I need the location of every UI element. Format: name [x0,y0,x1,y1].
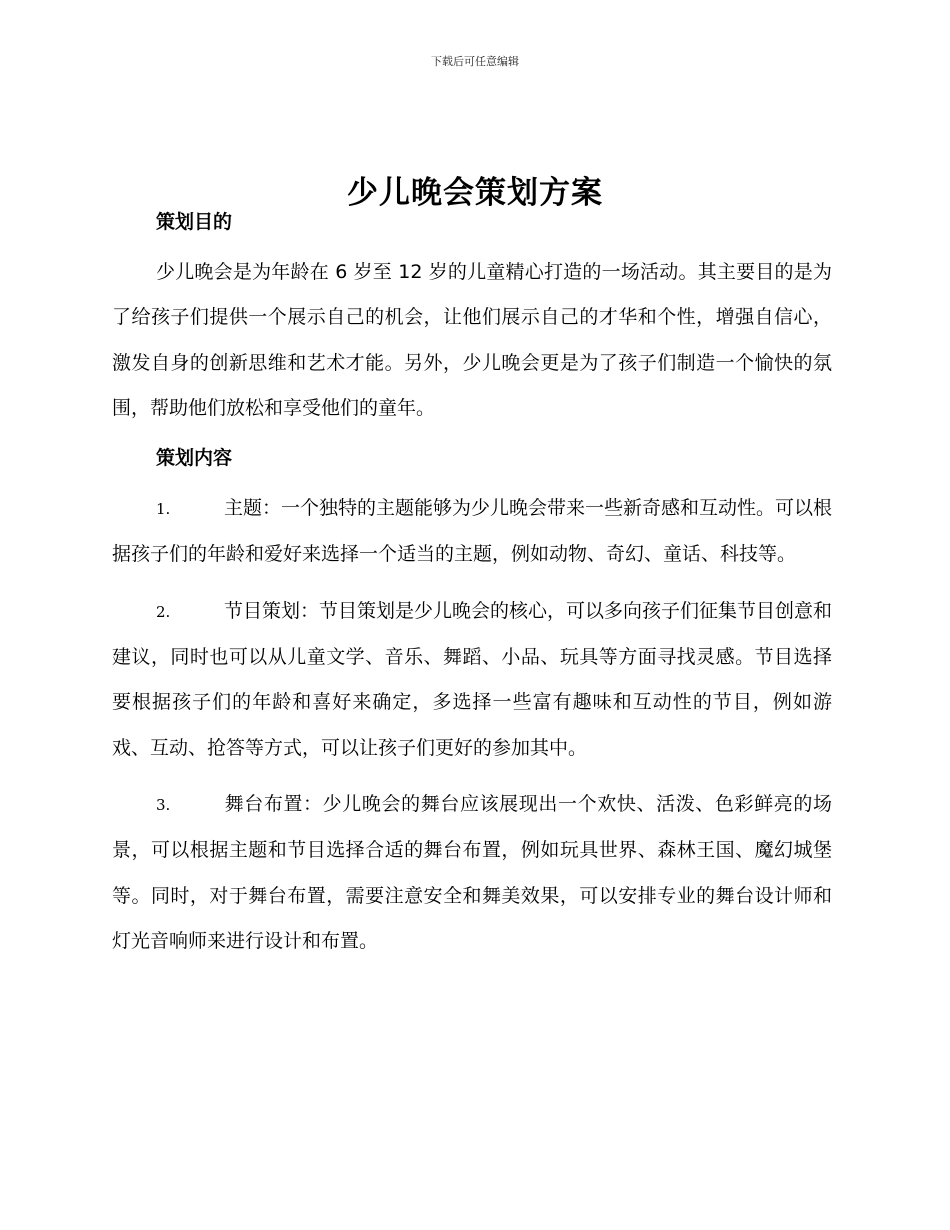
section-heading-content: 策划内容 [156,447,233,470]
document-body [112,202,832,975]
purpose-paragraph: 少儿晚会是为年龄在 6 岁至 12 岁的儿童精心打造的一场活动。其主要目的是为了给孩子们提供一个展示自己的机会，让他们展示自己的才华和个性，增强自信心，激发自身的创新思维和艺术才能。另外，少儿晚会更是为了孩子们制造一个愉快的氛围，帮助他们放松和享受他们的童年。 [112,261,832,419]
list-item-stage [112,782,832,964]
list-text: 节目策划：节目策划是少儿晚会的核心，可以多向孩子们征集节目创意和建议，同时也可以从儿童文学、音乐、舞蹈、小品、玩具等方面寻找灵感。节目选择要根据孩子们的年龄和喜好来确定，多选择一些富有趣味和互动性的节目，例如游戏、互动、抢答等方式，可以让孩子们更好的参加其中。 [112,599,833,759]
list-item-theme [112,486,832,578]
document-title: 少儿晚会策划方案 [347,174,603,211]
section-heading-purpose: 策划目的 [156,211,233,233]
list-item-program [112,589,832,771]
spacer [112,431,832,438]
list-number: 1. [156,500,171,519]
list-text: 舞台布置：少儿晚会的舞台应该展现出一个欢快、活泼、色彩鲜亮的场景，可以根据主题和节目选择合适的舞台布置，例如玩具世界、森林王国、魔幻城堡等。同时，对于舞台布置，需要注意安全和舞美效果，可以安排专业的舞台设计师和灯光音响师来进行设计和布置。 [112,792,832,952]
list-number: 2. [156,602,171,621]
list-number: 3. [156,795,171,814]
page-header-note: 下载后可任意编辑 [431,55,519,68]
list-text: 主题：一个独特的主题能够为少儿晚会带来一些新奇感和互动性。可以根据孩子们的年龄和爱好来选择一个适当的主题，例如动物、奇幻、童话、科技等。 [112,497,833,566]
